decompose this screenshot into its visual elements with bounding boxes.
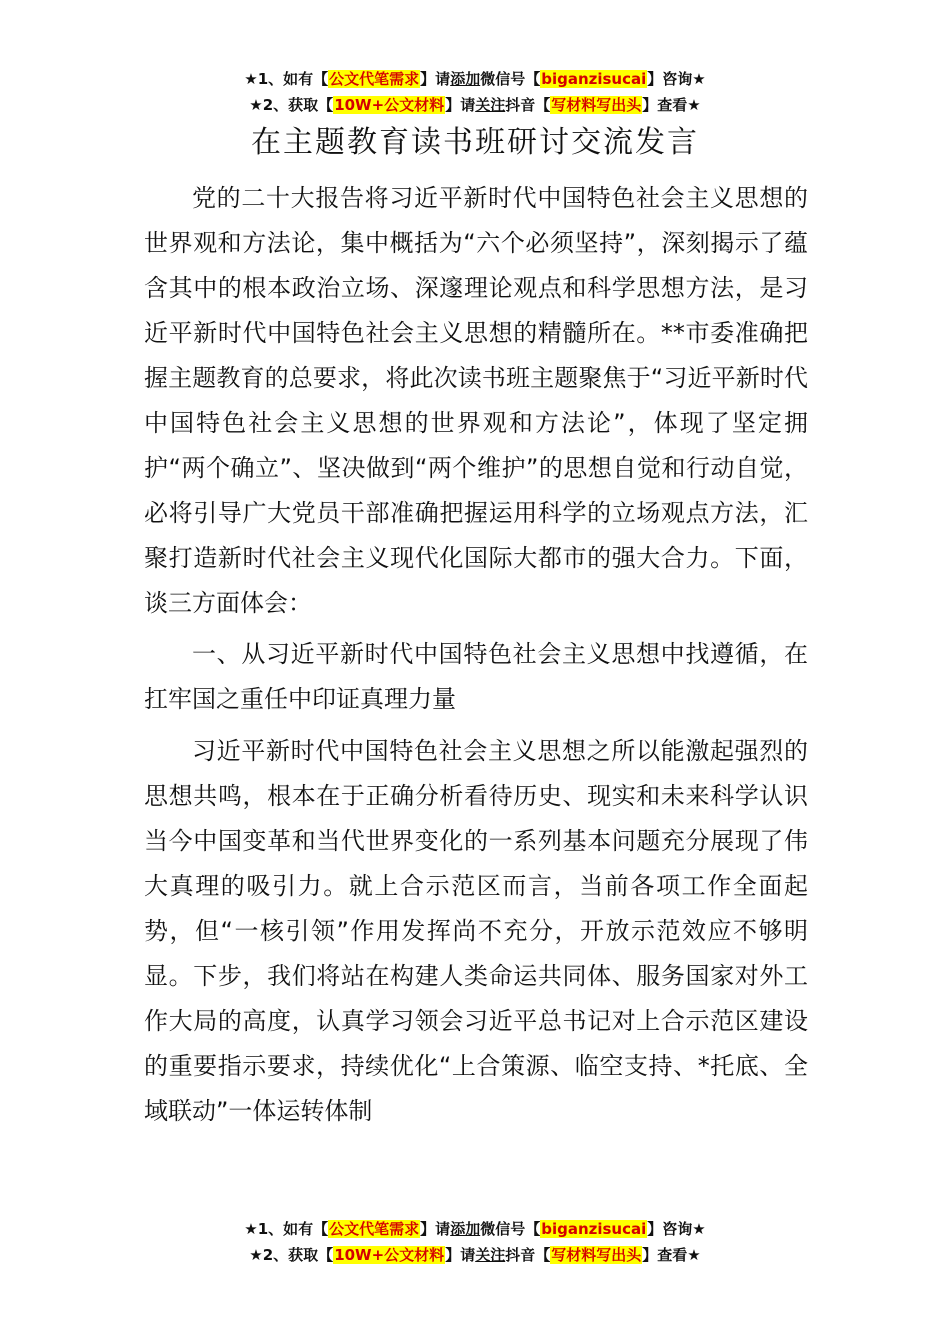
banner-text: ★1、如有【 [244,70,329,88]
footer-banner [0,1216,950,1268]
banner-text: 抖音【 [505,96,551,114]
banner-text: 】请 [420,1220,451,1238]
banner-underline: 添加 [450,1220,481,1238]
banner-highlight: 写材料写出头 [551,96,642,114]
banner-underline: 添加 [450,70,481,88]
banner-line-2 [0,92,950,118]
banner-text: 】请 [445,96,476,114]
header-banner [0,66,950,118]
document-body [144,176,808,1134]
banner-underline: 关注 [475,96,506,114]
banner-text: 】查看★ [642,96,701,114]
banner-line-1 [0,66,950,92]
banner-text: 】咨询★ [647,1220,706,1238]
banner-highlight: biganzisucai [541,1220,647,1238]
banner-highlight: 公文代笔需求 [329,1220,420,1238]
banner-highlight: 写材料写出头 [551,1246,642,1264]
banner-highlight: 10W+公文材料 [334,1246,445,1264]
banner-text: ★1、如有【 [244,1220,329,1238]
banner-highlight: biganzisucai [541,70,647,88]
banner-text: 】咨询★ [647,70,706,88]
banner-text: ★2、获取【 [249,1246,334,1264]
banner-highlight: 公文代笔需求 [329,70,420,88]
banner-text: 】请 [420,70,451,88]
document-title: 在主题教育读书班研讨交流发言 [251,125,699,160]
banner-underline: 关注 [475,1246,506,1264]
section-heading-1: 一、从习近平新时代中国特色社会主义思想中找遵循，在扛牢国之重任中印证真理力量 [144,640,808,713]
banner-text: 微信号【 [480,70,541,88]
banner-text: 】请 [445,1246,476,1264]
banner-text: 微信号【 [480,1220,541,1238]
banner-line-2 [0,1242,950,1268]
banner-line-1 [0,1216,950,1242]
paragraph-intro: 党的二十大报告将习近平新时代中国特色社会主义思想的世界观和方法论，集中概括为“六个必须坚持”，深刻揭示了蕴含其中的根本政治立场、深邃理论观点和科学思想方法，是习近平新时代中国特色社会主义思想的精髓所在。**市委准确把握主题教育的总要求，将此次读书班主题聚焦于“习近平新时代中国特色社会主义思想的世界观和方法论”，体现了坚定拥护“两个确立”、坚决做到“两个维护”的思想自觉和行动自觉，必将引导广大党员干部准确把握运用科学的立场观点方法，汇聚打造新时代社会主义现代化国际大都市的强大合力。下面，谈三方面体会： [144,184,808,617]
banner-text: 】查看★ [642,1246,701,1264]
paragraph-section-1: 习近平新时代中国特色社会主义思想之所以能激起强烈的思想共鸣，根本在于正确分析看待历史、现实和未来科学认识当今中国变革和当代世界变化的一系列基本问题充分展现了伟大真理的吸引力。就上合示范区而言，当前各项工作全面起势，但“一核引领”作用发挥尚不充分，开放示范效应不够明显。下步，我们将站在构建人类命运共同体、服务国家对外工作大局的高度，认真学习领会习近平总书记对上合示范区建设的重要指示要求，持续优化“上合策源、临空支持、*托底、全域联动”一体运转体制 [144,737,808,1125]
banner-highlight: 10W+公文材料 [334,96,445,114]
banner-text: 抖音【 [505,1246,551,1264]
banner-text: ★2、获取【 [249,96,334,114]
